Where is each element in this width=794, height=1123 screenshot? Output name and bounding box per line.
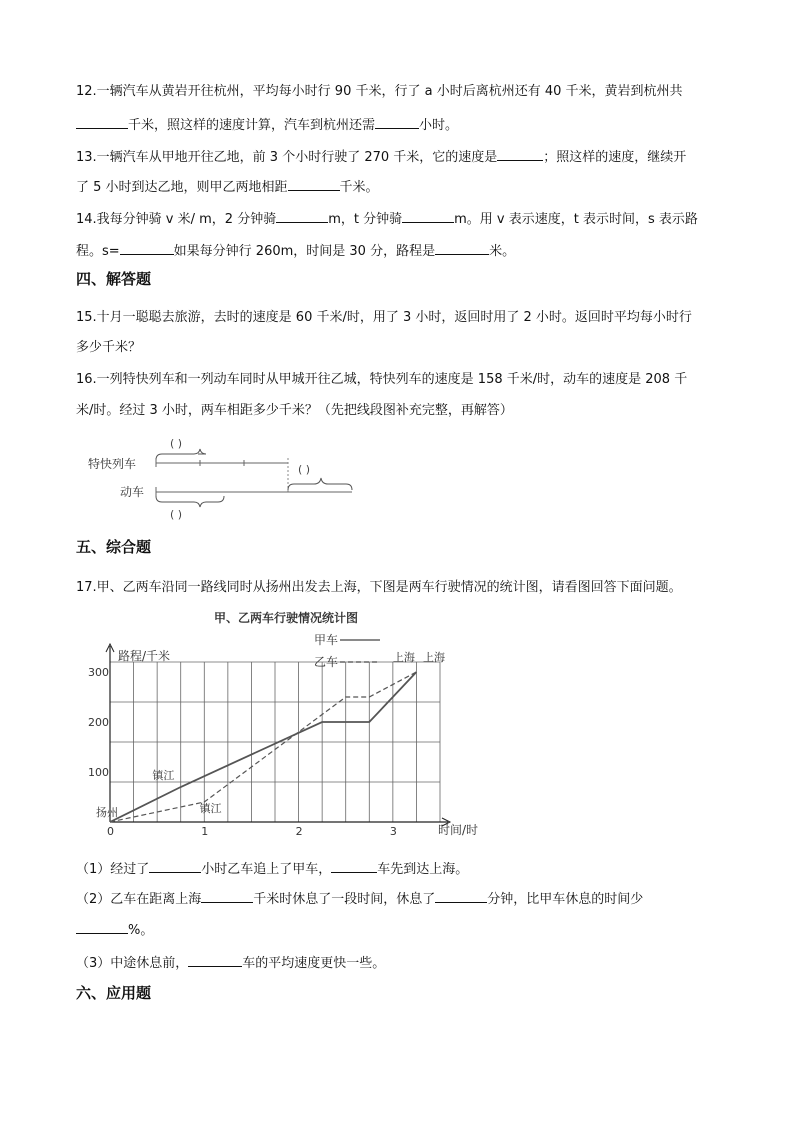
sub1-text-c: 车先到达上海。: [377, 862, 469, 877]
seg-brace-top: [156, 449, 206, 460]
x-tick-label: 2: [295, 825, 303, 838]
sub1-blank-2[interactable]: [331, 858, 377, 873]
seg-brace-right: [288, 478, 352, 490]
annotation-label: 镇江: [199, 802, 222, 815]
q13-blank-1[interactable]: [497, 146, 543, 161]
sub3-text-b: 车的平均速度更快一些。: [242, 956, 386, 971]
annotation-label: 上海: [423, 651, 446, 664]
sub2-blank-3[interactable]: [76, 919, 128, 934]
legend-label-2: 乙车: [314, 655, 339, 669]
q13-text-a: 13.一辆汽车从甲地开往乙地，前 3 个小时行驶了 270 千米，它的速度是: [76, 150, 498, 165]
q12-text-a: 12.一辆汽车从黄岩开往杭州，平均每小时行 90 千米，行了 a 小时后离杭州还有 40 千米，黄岩到杭州共: [76, 84, 683, 99]
annotation-label: 上海: [392, 651, 415, 664]
q14-blank-2[interactable]: [402, 208, 454, 223]
sub2-text-a: （2）乙车在距离上海: [76, 892, 202, 907]
q12-blank-1[interactable]: [76, 114, 128, 129]
chart-xlabel: 时间/时: [438, 823, 479, 837]
q16-line1: [76, 370, 687, 390]
sub2-text-d: %。: [128, 923, 154, 938]
q14-text-f: 米。: [489, 244, 516, 259]
x-tick-label: 0: [107, 825, 114, 838]
chart-series: [110, 672, 416, 822]
seg-paren-bottom: ( ): [170, 508, 183, 521]
annotation-label: 扬州: [96, 806, 118, 819]
q14-blank-3[interactable]: [120, 240, 174, 255]
q16-text-a: 16.一列特快列车和一列动车同时从甲城开往乙城，特快列车的速度是 158 千米/时，动车的速度是 208 千: [76, 372, 688, 387]
annotation-label: 镇江: [152, 769, 175, 782]
q14-line1: [76, 208, 698, 230]
seg-label-train2: 动车: [120, 485, 145, 499]
x-tick-label: 3: [389, 825, 397, 838]
y-tick-label: 100: [88, 766, 109, 779]
q12-text-c: 小时。: [419, 118, 459, 133]
q14-text-e: 如果每分钟行 260m，时间是 30 分，路程是: [173, 244, 436, 259]
q12-line1: [76, 82, 683, 102]
q14-text-d: 程。s=: [76, 244, 120, 259]
sub3-text-a: （3）中途休息前，: [76, 956, 189, 971]
section-6-heading: 六、应用题: [76, 984, 152, 1002]
y-tick-label: 300: [88, 666, 109, 679]
seg-paren-right: ( ): [298, 463, 311, 476]
q14-blank-4[interactable]: [435, 240, 489, 255]
sub1-blank-1[interactable]: [149, 858, 201, 873]
q13-line2: [76, 176, 379, 198]
section-4-heading: 四、解答题: [76, 270, 152, 288]
q14-text-b: m，t 分钟骑: [328, 212, 403, 227]
q17-line1: [76, 578, 682, 598]
sub1-text-a: （1）经过了: [76, 862, 150, 877]
q15-text-b: 多少千米？: [76, 340, 142, 355]
q15-line1: [76, 308, 692, 328]
q13-text-d: 千米。: [339, 180, 379, 195]
sub1-text-b: 小时乙车追上了甲车，: [201, 862, 332, 877]
sub1-line: [76, 858, 468, 880]
q14-line2: [76, 240, 515, 262]
seg-brace-bottom: [156, 496, 224, 507]
section-5-heading: 五、综合题: [76, 538, 152, 556]
series-line-1: [110, 672, 416, 822]
sub3-line: [76, 952, 385, 974]
travel-line-chart: [88, 606, 498, 842]
sub3-blank-1[interactable]: [188, 952, 242, 967]
chart-ylabel: 路程/千米: [118, 649, 171, 663]
sub2-text-c: 分钟，比甲车休息的时间少: [487, 892, 644, 907]
q16-text-b: 米/时。经过 3 小时，两车相距多少千米？（先把线段图补充完整，再解答）: [76, 403, 513, 418]
x-tick-label: 1: [201, 825, 209, 838]
legend-label-1: 甲车: [314, 633, 339, 647]
y-tick-label: 200: [88, 716, 109, 729]
q14-text-c: m。用 v 表示速度，t 表示时间，s 表示路: [454, 212, 698, 227]
chart-ticks: [88, 666, 397, 838]
q16-line2: [76, 401, 513, 421]
sub2-line2: [76, 919, 153, 941]
sub2-text-b: 千米时休息了一段时间，休息了: [253, 892, 436, 907]
q15-line2: [76, 338, 141, 358]
q12-blank-2[interactable]: [375, 114, 419, 129]
seg-label-train1: 特快列车: [88, 457, 137, 471]
seg-paren-top: ( ): [170, 437, 183, 450]
q14-text-a: 14.我每分钟骑 v 米/ m，2 分钟骑: [76, 212, 277, 227]
q13-line1: [76, 146, 686, 168]
q13-text-c: 了 5 小时到达乙地，则甲乙两地相距: [76, 180, 288, 195]
chart-title: 甲、乙两车行驶情况统计图: [214, 611, 359, 625]
q17-text: 17.甲、乙两车沿同一路线同时从扬州出发去上海，下图是两车行驶情况的统计图，请看图回答下面问题。: [76, 580, 682, 595]
q15-text-a: 15.十月一聪聪去旅游，去时的速度是 60 千米/时，用了 3 小时，返回时用了 2 小时。返回时平均每小时行: [76, 310, 692, 325]
q14-blank-1[interactable]: [276, 208, 328, 223]
segment-diagram: [84, 432, 374, 524]
sub2-line1: [76, 888, 643, 910]
q13-text-b: ；照这样的速度，继续开: [543, 150, 687, 165]
q12-text-b: 千米，照这样的速度计算，汽车到杭州还需: [128, 118, 376, 133]
sub2-blank-1[interactable]: [201, 888, 253, 903]
chart-legend: [314, 633, 380, 669]
q13-blank-2[interactable]: [288, 176, 340, 191]
sub2-blank-2[interactable]: [435, 888, 487, 903]
q12-line2: [76, 114, 458, 136]
